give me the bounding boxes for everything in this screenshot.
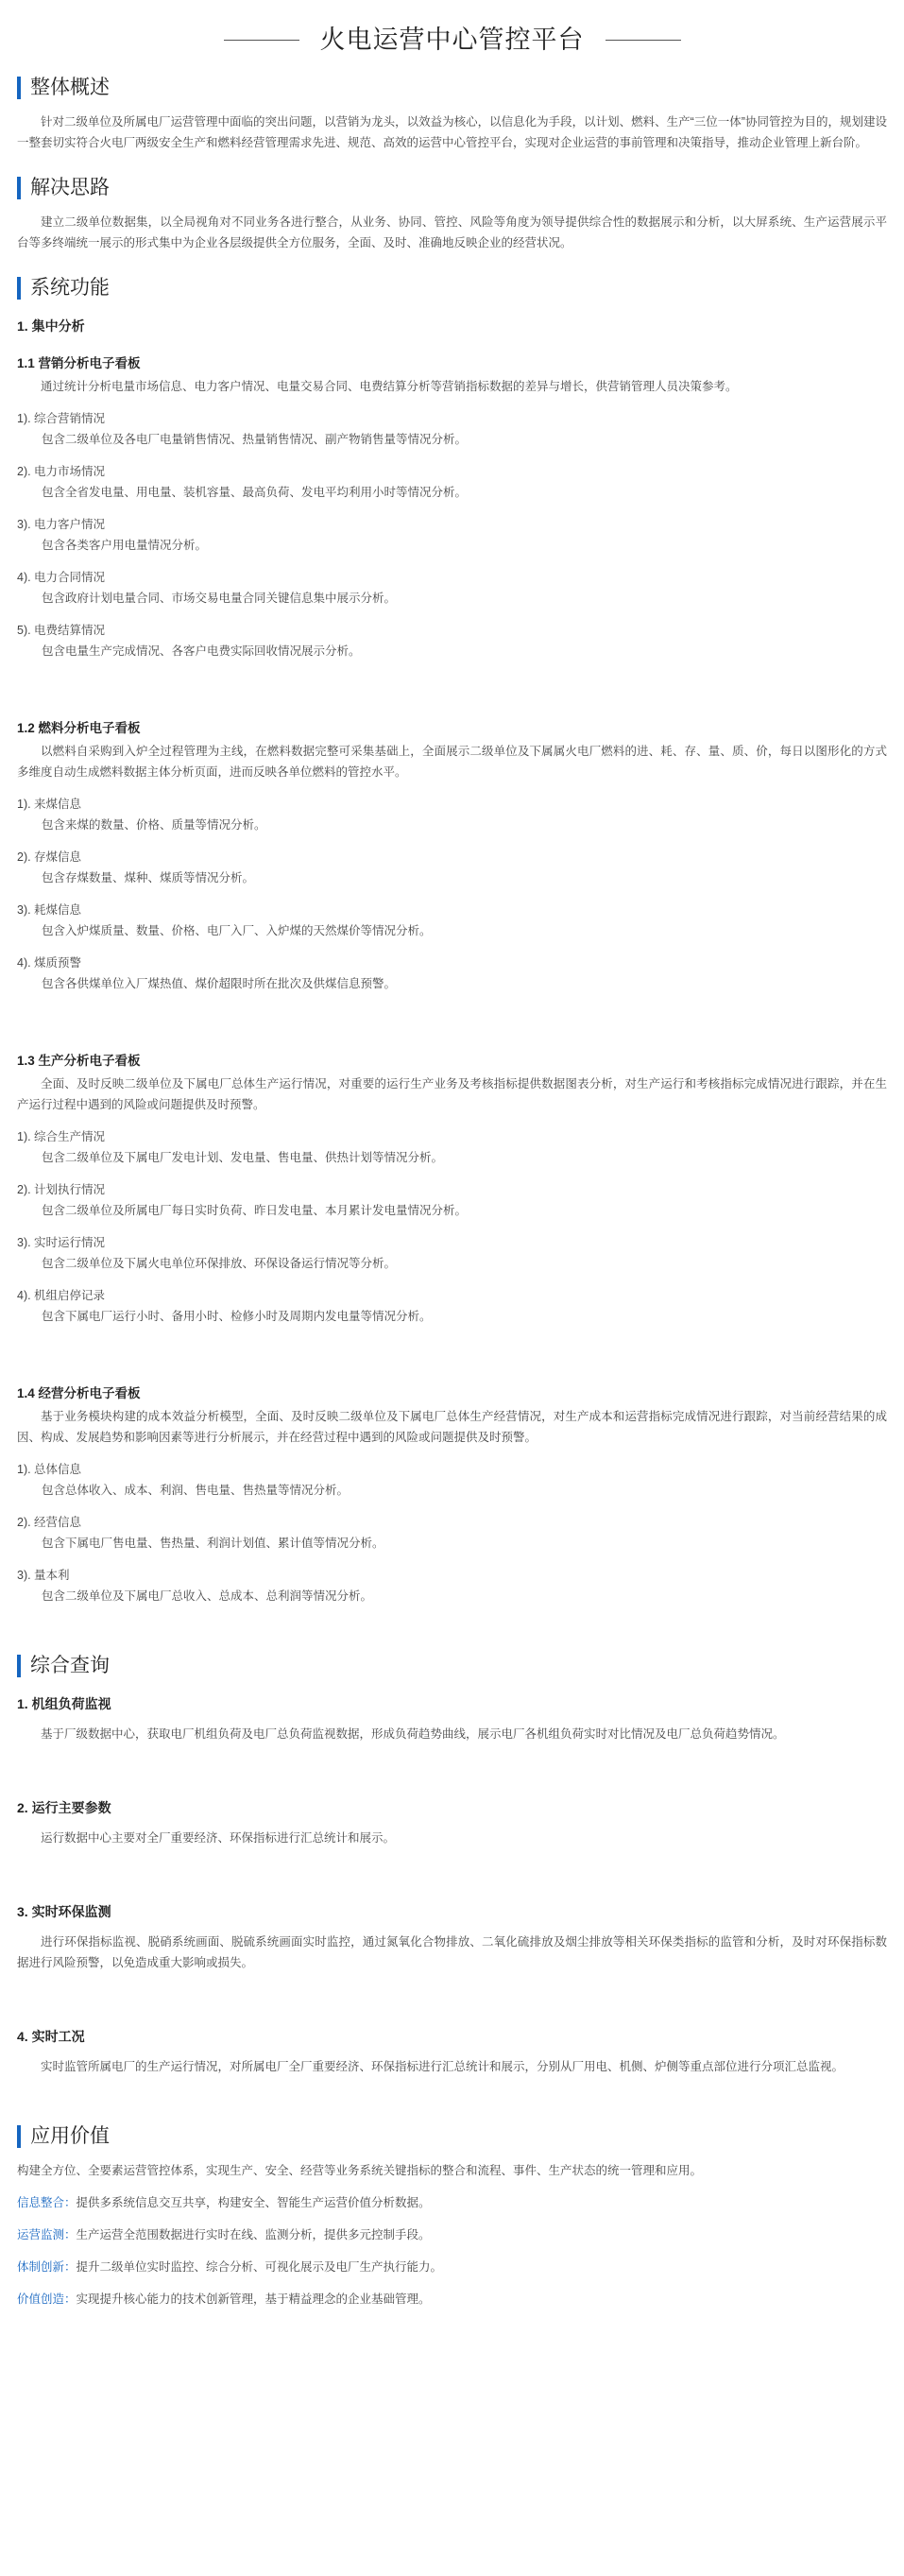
subsection-intro: 通过统计分析电量市场信息、电力客户情况、电量交易合同、电费结算分析等营销指标数据的差异与增长，供营销管理人员决策参考。 (41, 380, 738, 393)
section-marker (17, 177, 21, 199)
item-desc: 包含下属电厂运行小时、备用小时、检修小时及周期内发电量等情况分析。 (42, 1310, 432, 1323)
item-title: 1). 总体信息 (17, 1463, 82, 1476)
title-right-rule (606, 40, 681, 41)
section-title: 整体概述 (30, 77, 110, 98)
value-row (17, 2257, 887, 2277)
value-text: 提供多系统信息交互共享，构建安全、智能生产运营价值分析数据。 (76, 2196, 431, 2209)
approach-text: 建立二级单位数据集，以全局视角对不同业务各进行整合，从业务、协同、管控、风险等角度为领导提供综合性的数据展示和分析，以大屏系统、生产运营展示平台等多终端统一展示的形式集中为企业各层级提供全方位服务，全面、及时、准确地反映企业的经营状况。 (17, 215, 887, 249)
list-item (17, 408, 887, 450)
item-title: 1). 综合营销情况 (17, 412, 106, 425)
query-item-text: 运行数据中心主要对全厂重要经济、环保指标进行汇总统计和展示。 (41, 1831, 396, 1845)
list-item (17, 847, 887, 888)
item-desc: 包含来煤的数量、价格、质量等情况分析。 (42, 818, 266, 832)
item-desc: 包含总体收入、成本、利润、售电量、售热量等情况分析。 (42, 1484, 350, 1497)
section-functions-heading (17, 274, 887, 302)
item-title: 2). 计划执行情况 (17, 1183, 106, 1196)
section-title: 应用价值 (30, 2125, 110, 2147)
spacer (17, 1848, 887, 1888)
item-title: 2). 电力市场情况 (17, 465, 106, 478)
value-key: 价值创造： (17, 2293, 77, 2306)
page-title-text: 火电运营中心管控平台 (319, 26, 585, 54)
section-marker (17, 2125, 21, 2148)
query-item-title: 4. 实时工况 (17, 2029, 85, 2044)
spacer (17, 1744, 887, 1784)
list-item (17, 1565, 887, 1606)
value-key: 体制创新： (17, 2260, 77, 2274)
spacer (17, 2077, 887, 2105)
value-row (17, 2192, 887, 2213)
list-item (17, 953, 887, 994)
item-title: 1). 来煤信息 (17, 798, 82, 811)
list-item (17, 567, 887, 609)
item-title: 3). 耗煤信息 (17, 903, 82, 917)
list-item (17, 1512, 887, 1554)
value-text: 实现提升核心能力的技术创新管理，基于精益理念的企业基础管理。 (76, 2293, 431, 2306)
section-title: 解决思路 (30, 177, 110, 198)
item-title: 4). 煤质预警 (17, 956, 82, 970)
spacer (17, 994, 887, 1034)
item-desc: 包含电量生产完成情况、各客户电费实际回收情况展示分析。 (42, 644, 361, 658)
item-title: 4). 电力合同情况 (17, 571, 106, 584)
spacer (17, 1327, 887, 1366)
spacer (17, 1973, 887, 2013)
value-text: 生产运营全范围数据进行实时在线、监测分析，提供多元控制手段。 (76, 2228, 431, 2241)
overview-text: 针对二级单位及所属电厂运营管理中面临的突出问题，以营销为龙头，以效益为核心，以信息化为手段，以计划、燃料、生产“三位一体”协同管控为目的，规划建设一整套切实符合火电厂两级安全生产和燃料经营管理需求先进、规范、高效的运营中心管控平台，实现对企业运营的事前管理和决策指导，推动企业管理上新台阶。 (17, 115, 887, 149)
query-item-title: 3. 实时环保监测 (17, 1904, 111, 1919)
value-key: 运营监测： (17, 2228, 77, 2241)
spacer (17, 1606, 887, 1635)
section-value-heading (17, 2122, 887, 2151)
value-key: 信息整合： (17, 2196, 77, 2209)
list-item (17, 1126, 887, 1168)
list-item (17, 620, 887, 661)
item-title: 1). 综合生产情况 (17, 1130, 106, 1143)
item-desc: 包含二级单位及各电厂电量销售情况、热量销售情况、副产物销售量等情况分析。 (42, 433, 468, 446)
spacer (17, 661, 887, 701)
subsection-title: 1.3 生产分析电子看板 (17, 1054, 141, 1068)
functions-group-title: 1. 集中分析 (17, 318, 85, 334)
list-item (17, 461, 887, 503)
item-title: 2). 经营信息 (17, 1516, 82, 1529)
section-query-heading (17, 1652, 887, 1680)
value-text: 提升二级单位实时监控、综合分析、可视化展示及电厂生产执行能力。 (76, 2260, 443, 2274)
list-item (17, 514, 887, 556)
query-item-text: 进行环保指标监视、脱硝系统画面、脱硫系统画面实时监控，通过氮氧化合物排放、二氧化硫排放及烟尘排放等相关环保类指标的监管和分析，及时对环保指标数据进行风险预警，以免造成重大影响或损失。 (17, 1935, 887, 1969)
item-title: 4). 机组启停记录 (17, 1289, 106, 1302)
item-title: 3). 实时运行情况 (17, 1236, 106, 1249)
item-title: 3). 量本利 (17, 1569, 70, 1582)
item-desc: 包含二级单位及所属电厂每日实时负荷、昨日发电量、本月累计发电量情况分析。 (42, 1204, 468, 1217)
section-approach-heading (17, 174, 887, 202)
query-item-title: 2. 运行主要参数 (17, 1800, 111, 1815)
value-intro: 构建全方位、全要素运营管控体系，实现生产、安全、经营等业务系统关键指标的整合和流程、事件、生产状态的统一管理和应用。 (17, 2164, 703, 2177)
subsection-title: 1.4 经营分析电子看板 (17, 1386, 141, 1400)
item-title: 3). 电力客户情况 (17, 518, 106, 531)
section-title: 综合查询 (30, 1655, 110, 1676)
subsection-intro: 以燃料自采购到入炉全过程管理为主线，在燃料数据完整可采集基础上，全面展示二级单位及下属属火电厂燃料的进、耗、存、量、质、价，每日以图形化的方式多维度自动生成燃料数据主体分析页面，进而反映各单位燃料的管控水平。 (17, 745, 887, 779)
query-item-text: 基于厂级数据中心，获取电厂机组负荷及电厂总负荷监视数据，形成负荷趋势曲线，展示电厂各机组负荷实时对比情况及电厂总负荷趋势情况。 (41, 1727, 785, 1741)
list-item (17, 1179, 887, 1221)
item-desc: 包含下属电厂售电量、售热量、利润计划值、累计值等情况分析。 (42, 1537, 384, 1550)
value-row (17, 2224, 887, 2245)
section-marker (17, 1655, 21, 1677)
section-marker (17, 277, 21, 300)
item-desc: 包含全省发电量、用电量、装机容量、最高负荷、发电平均利用小时等情况分析。 (42, 486, 468, 499)
section-marker (17, 77, 21, 99)
list-item (17, 1459, 887, 1501)
title-left-rule (224, 40, 299, 41)
item-desc: 包含二级单位及下属电厂总收入、总成本、总利润等情况分析。 (42, 1589, 373, 1603)
subsection-intro: 全面、及时反映二级单位及下属电厂总体生产运行情况，对重要的运行生产业务及考核指标提供数据图表分析，对生产运行和考核指标完成情况进行跟踪，并在生产运行过程中遇到的风险或问题提供及时预警。 (17, 1077, 887, 1111)
item-desc: 包含各供煤单位入厂煤热值、煤价超限时所在批次及供煤信息预警。 (42, 977, 397, 990)
list-item (17, 900, 887, 941)
page-title (17, 21, 887, 59)
subsection-title: 1.2 燃料分析电子看板 (17, 721, 141, 735)
subsection-intro: 基于业务模块构建的成本效益分析模型，全面、及时反映二级单位及下属电厂总体生产经营情况，对生产成本和运营指标完成情况进行跟踪，对当前经营结果的成因、构成、发展趋势和影响因素等进行分析展示，并在经营过程中遇到的风险或问题提供及时预警。 (17, 1410, 887, 1444)
query-item-title: 1. 机组负荷监视 (17, 1696, 111, 1711)
item-desc: 包含各类客户用电量情况分析。 (42, 539, 208, 552)
subsection-title: 1.1 营销分析电子看板 (17, 356, 141, 370)
item-desc: 包含存煤数量、煤种、煤质等情况分析。 (42, 871, 255, 884)
item-title: 5). 电费结算情况 (17, 624, 106, 637)
value-row (17, 2289, 887, 2310)
list-item (17, 1285, 887, 1327)
list-item (17, 1232, 887, 1274)
item-desc: 包含二级单位及下属火电单位环保排放、环保设备运行情况等分析。 (42, 1257, 397, 1270)
item-desc: 包含政府计划电量合同、市场交易电量合同关键信息集中展示分析。 (42, 592, 397, 605)
item-title: 2). 存煤信息 (17, 850, 82, 864)
list-item (17, 794, 887, 835)
item-desc: 包含二级单位及下属电厂发电计划、发电量、售电量、供热计划等情况分析。 (42, 1151, 444, 1164)
section-title: 系统功能 (30, 277, 110, 299)
section-overview-heading (17, 74, 887, 102)
query-item-text: 实时监管所属电厂的生产运行情况，对所属电厂全厂重要经济、环保指标进行汇总统计和展示，分别从厂用电、机侧、炉侧等重点部位进行分项汇总监视。 (41, 2060, 844, 2073)
item-desc: 包含入炉煤质量、数量、价格、电厂入厂、入炉煤的天然煤价等情况分析。 (42, 924, 432, 937)
